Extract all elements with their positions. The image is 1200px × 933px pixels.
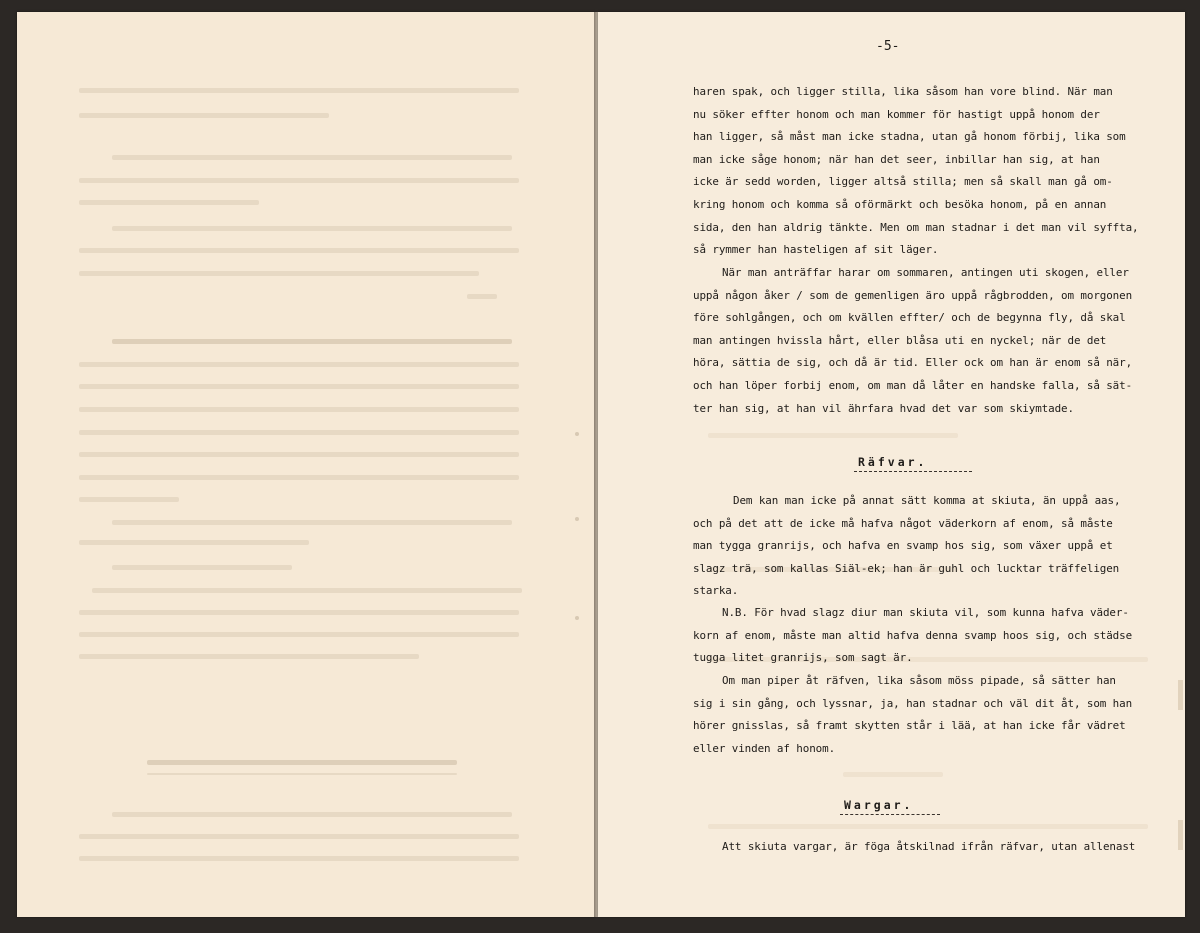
text-line: så rymmer han hasteligen af sit läger. bbox=[693, 243, 939, 257]
text-line: sig i sin gång, och lyssnar, ja, han stadnar och väl dit åt, som han bbox=[693, 696, 1133, 710]
text-line: haren spak, och ligger stilla, lika såsom han vore blind. När man bbox=[693, 85, 1113, 98]
section-heading: Räfvar. bbox=[858, 455, 928, 469]
text-line: man antingen hvissla hårt, eller blåsa uti en nyckel; när de det bbox=[693, 333, 1107, 347]
text-line: När man anträffar harar om sommaren, antingen uti skogen, eller bbox=[722, 266, 1129, 279]
page-number: -5- bbox=[876, 39, 900, 54]
page-edge-mark bbox=[1178, 680, 1183, 710]
text-line: tugga litet granrijs, som sagt är. bbox=[693, 651, 913, 665]
text-line: och han löper forbij enom, om man då låter en handske falla, så sät- bbox=[693, 379, 1133, 392]
text-line: hörer gnisslas, så framt skytten står i lää, at han icke får vädret bbox=[693, 719, 1126, 733]
heading-underline bbox=[854, 471, 972, 472]
text-line: före sohlgången, och om kvällen effter/ och de begynna fly, då skal bbox=[693, 311, 1126, 325]
text-line: icke är sedd worden, ligger altså stilla; men så skall man gå om- bbox=[693, 175, 1113, 189]
text-line: uppå någon åker / som de gemenligen äro uppå rågbrodden, om morgonen bbox=[693, 288, 1133, 302]
text-line: ter han sig, at han vil ährfara hvad det var som skiymtade. bbox=[693, 401, 1074, 415]
text-line: kring honom och komma så oförmärkt och besöka honom, på en annan bbox=[693, 198, 1107, 211]
right-page bbox=[598, 12, 1185, 917]
page-edge-mark bbox=[1178, 820, 1183, 850]
text-line: starka. bbox=[693, 584, 739, 598]
text-line: han ligger, så måst man icke stadna, utan gå honom förbij, lika som bbox=[693, 130, 1126, 144]
text-line: Om man piper åt räfven, lika såsom möss pipade, så sätter han bbox=[722, 674, 1116, 687]
text-line: sida, den han aldrig tänkte. Men om man stadnar i det man vil syffta, bbox=[693, 220, 1139, 234]
section-heading: Wargar. bbox=[844, 798, 914, 812]
text-line: man icke såge honom; när han det seer, inbillar han sig, at han bbox=[693, 152, 1100, 166]
text-line: höra, sättia de sig, och då är tid. Eller ock om han är enom så när, bbox=[693, 356, 1133, 370]
text-line: korn af enom, måste man altid hafva denna svamp hoos sig, och städse bbox=[693, 628, 1133, 642]
text-line: slagz trä, som kallas Siäl-ek; han är guhl och lucktar träffeligen bbox=[693, 561, 1120, 575]
text-line: man tygga granrijs, och hafva en svamp hos sig, som växer uppå et bbox=[693, 539, 1113, 553]
heading-underline bbox=[840, 814, 940, 815]
text-line: N.B. För hvad slagz diur man skiuta vil, som kunna hafva väder- bbox=[722, 606, 1129, 619]
text-line: Att skiuta vargar, är föga åtskilnad ifrån räfvar, utan allenast bbox=[722, 840, 1136, 853]
text-line: Dem kan man icke på annat sätt komma at skiuta, än uppå aas, bbox=[733, 494, 1121, 507]
text-line: och på det att de icke må hafva något väderkorn af enom, så måste bbox=[693, 516, 1113, 530]
left-page bbox=[17, 12, 595, 917]
text-line: nu söker effter honom och man kommer för hastigt uppå honom der bbox=[693, 107, 1100, 121]
text-line: eller vinden af honom. bbox=[693, 741, 836, 755]
